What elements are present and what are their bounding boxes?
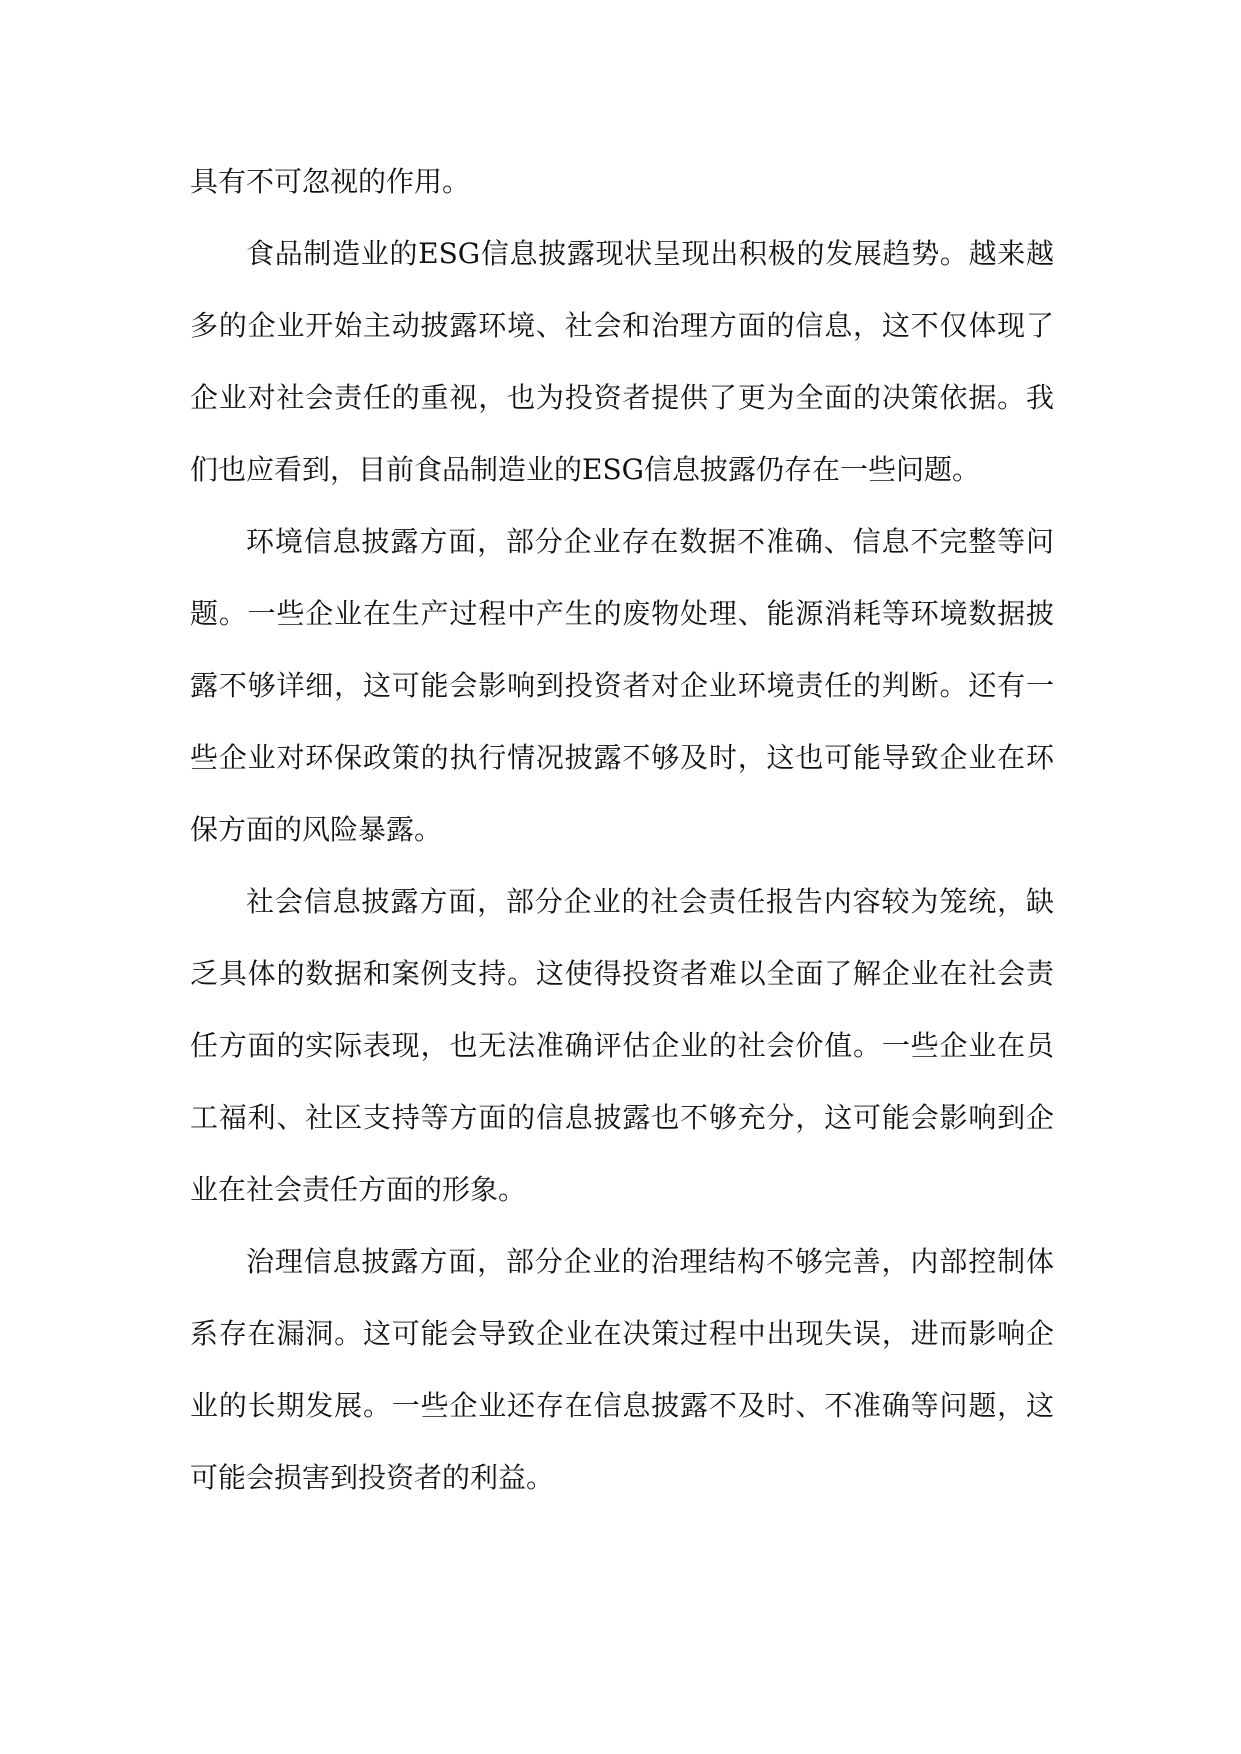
paragraph-environmental-disclosure: 环境信息披露方面，部分企业存在数据不准确、信息不完整等问题。一些企业在生产过程中产生的废物处理、能源消耗等环境数据披露不够详细，这可能会影响到投资者对企业环境责任的判断。还有一些企业对环保政策的执行情况披露不够及时，这也可能导致企业在环保方面的风险暴露。 [190,525,1054,846]
paragraph-governance-disclosure: 治理信息披露方面，部分企业的治理结构不够完善，内部控制体系存在漏洞。这可能会导致企业在决策过程中出现失误，进而影响企业的长期发展。一些企业还存在信息披露不及时、不准确等问题，这可能会损害到投资者的利益。 [190,1245,1054,1494]
paragraph-social-disclosure: 社会信息披露方面，部分企业的社会责任报告内容较为笼统，缺乏具体的数据和案例支持。这使得投资者难以全面了解企业在社会责任方面的实际表现，也无法准确评估企业的社会价值。一些企业在员工福利、社区支持等方面的信息披露也不够充分，这可能会影响到企业在社会责任方面的形象。 [190,885,1054,1206]
paragraph-continuation: 具有不可忽视的作用。 [190,165,471,198]
paragraph-esg-status: 食品制造业的ESG信息披露现状呈现出积极的发展趋势。越来越多的企业开始主动披露环境、社会和治理方面的信息，这不仅体现了企业对社会责任的重视，也为投资者提供了更为全面的决策依据。我们也应看到，目前食品制造业的ESG信息披露仍存在一些问题。 [190,237,1054,486]
body-text [190,146,1054,1514]
